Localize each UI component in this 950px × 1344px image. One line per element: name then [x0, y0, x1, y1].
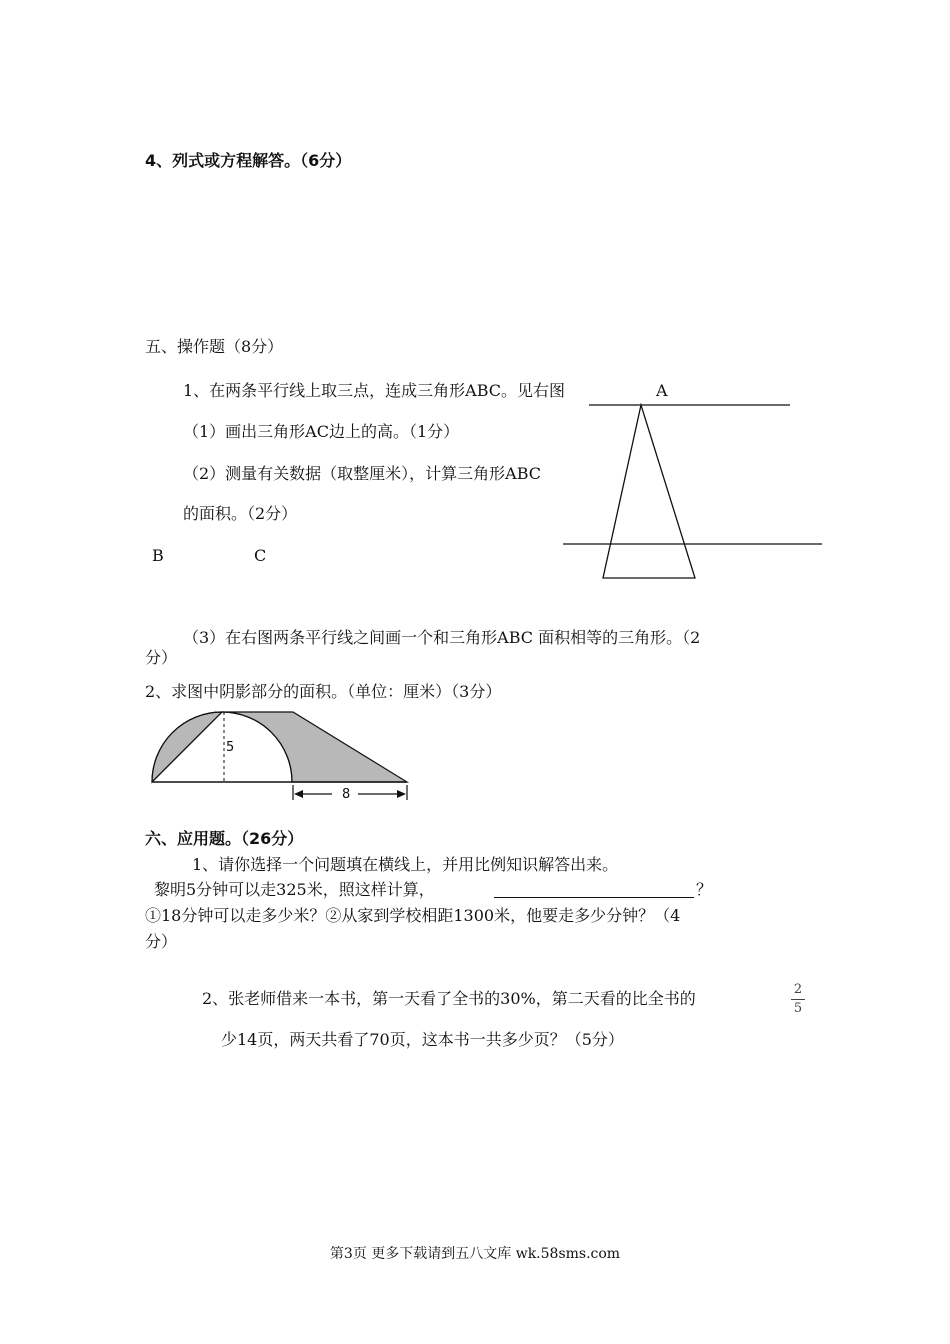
- fraction-denominator: 5: [793, 1001, 803, 1016]
- dim-arrow-right: [397, 790, 406, 798]
- s6-q2-line2: 少14页，两天共看了70页，这本书一共多少页？（5分）: [221, 1030, 624, 1049]
- s6-q1-line2: 黎明5分钟可以走325米，照这样计算，: [154, 880, 435, 899]
- shaded-region-right: [222, 712, 407, 782]
- s5-q2-line: 2、求图中阴影部分的面积。（单位：厘米）（3分）: [145, 682, 502, 701]
- vertex-a-label: A: [656, 381, 668, 400]
- fraction-bar: [791, 999, 805, 1000]
- s6-q1-line2-end: ？: [696, 880, 713, 899]
- s6-q1-line4: 分）: [145, 932, 178, 951]
- s5-q1-sub2b: 的面积。（2分）: [183, 504, 298, 523]
- q4-heading: 4、列式或方程解答。（6分）: [145, 151, 352, 170]
- section6-heading: 六、应用题。（26分）: [145, 829, 304, 848]
- width-label: 8: [342, 787, 351, 802]
- s5-q1-sub1: （1）画出三角形AC边上的高。（1分）: [183, 422, 460, 441]
- s5-q1-sub3b: 分）: [145, 648, 178, 667]
- vertex-b-label: B: [152, 546, 164, 565]
- s5-q1-sub2a: （2）测量有关数据（取整厘米），计算三角形ABC: [183, 464, 542, 483]
- vertex-c-label: C: [254, 546, 267, 565]
- height-label: 5: [226, 740, 235, 755]
- fraction-numerator: 2: [793, 982, 803, 997]
- s6-q2-line1: 2、张老师借来一本书，第一天看了全书的30%，第二天看的比全书的: [202, 989, 696, 1008]
- answer-blank-line[interactable]: [494, 897, 694, 898]
- dim-arrow-left: [294, 790, 303, 798]
- s5-q1-sub3a: （3）在右图两条平行线之间画一个和三角形ABC 面积相等的三角形。（2: [183, 628, 701, 647]
- s6-q1-line1: 1、请你选择一个问题填在横线上，并用比例知识解答出来。: [192, 855, 619, 874]
- fraction-two-fifths: [791, 982, 805, 1017]
- page-footer: 第3页 更多下载请到五八文库 wk.58sms.com: [329, 1246, 621, 1262]
- s5-q1-line1: 1、在两条平行线上取三点，连成三角形ABC。见右图: [183, 381, 566, 400]
- s6-q1-line3: ①18分钟可以走多少米？②从家到学校相距1300米，他要走多少分钟？（4: [145, 906, 681, 925]
- section5-heading: 五、操作题（8分）: [145, 337, 284, 356]
